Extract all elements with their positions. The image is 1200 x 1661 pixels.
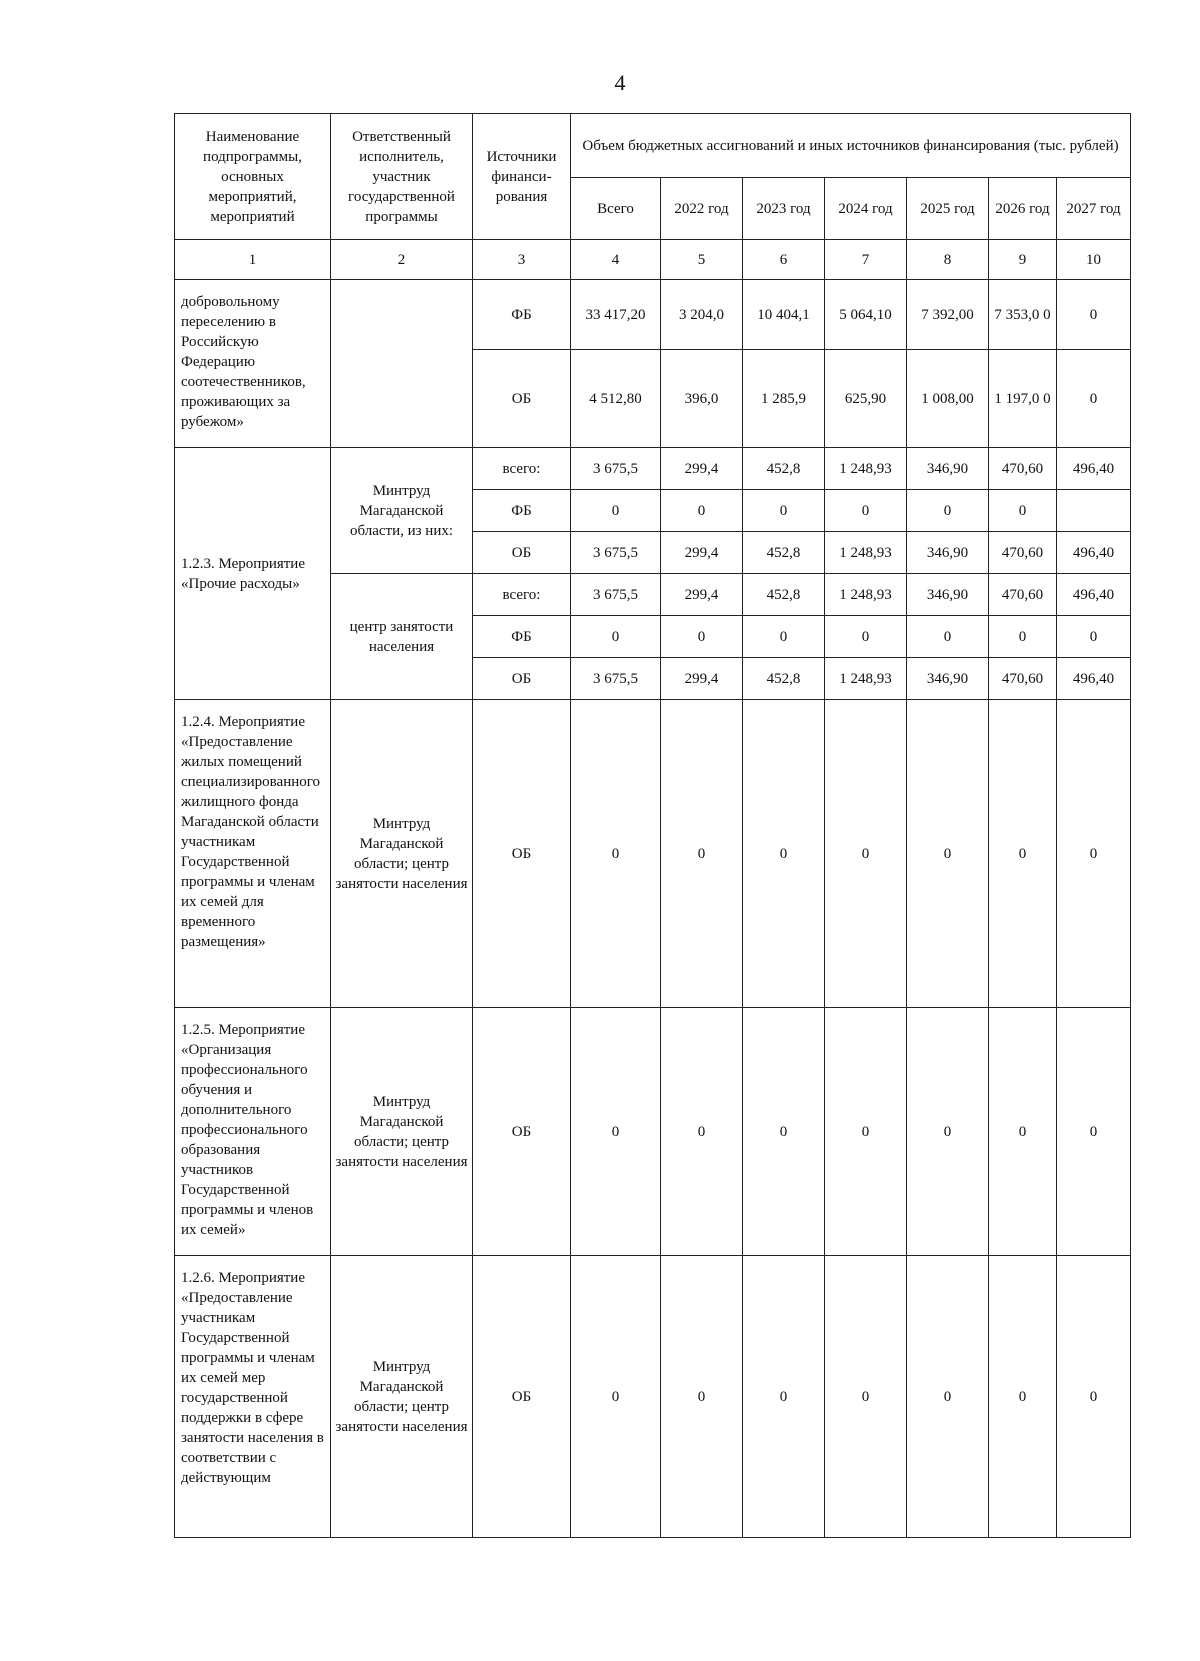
value-cell: 0 <box>743 490 825 532</box>
value-cell: 0 <box>571 700 661 1008</box>
header-group: Объем бюджетных ассигнований и иных источников финансирования (тыс. рублей) <box>571 114 1131 178</box>
executor-cell: Минтруд Магаданской области; центр занятости населения <box>331 1008 473 1256</box>
value-cell: 496,40 <box>1057 532 1131 574</box>
executor-cell <box>331 280 473 448</box>
value-cell: 1 197,0 0 <box>989 350 1057 448</box>
column-number: 10 <box>1057 240 1131 280</box>
source-cell: ФБ <box>473 280 571 350</box>
executor-cell: Минтруд Магаданской области, из них: <box>331 448 473 574</box>
value-cell: 1 248,93 <box>825 658 907 700</box>
column-number: 8 <box>907 240 989 280</box>
table-row <box>175 448 1131 490</box>
header-name: Наименование подпрограммы, основных мероприятий, мероприятий <box>175 114 331 240</box>
value-cell: 496,40 <box>1057 658 1131 700</box>
column-numbers-row <box>175 240 1131 280</box>
value-cell: 0 <box>907 616 989 658</box>
value-cell <box>1057 490 1131 532</box>
value-cell: 346,90 <box>907 574 989 616</box>
value-cell: 33 417,20 <box>571 280 661 350</box>
value-cell: 470,60 <box>989 658 1057 700</box>
value-cell: 452,8 <box>743 448 825 490</box>
source-cell: ОБ <box>473 658 571 700</box>
value-cell: 0 <box>825 700 907 1008</box>
measure-name: 1.2.3. Мероприятие «Прочие расходы» <box>175 448 331 700</box>
value-cell: 0 <box>825 490 907 532</box>
value-cell: 1 248,93 <box>825 448 907 490</box>
value-cell: 0 <box>989 1256 1057 1538</box>
value-cell: 496,40 <box>1057 574 1131 616</box>
value-cell: 0 <box>661 700 743 1008</box>
value-cell: 0 <box>1057 700 1131 1008</box>
value-cell: 496,40 <box>1057 448 1131 490</box>
source-cell: всего: <box>473 448 571 490</box>
value-cell: 0 <box>1057 1256 1131 1538</box>
value-cell: 0 <box>989 616 1057 658</box>
measure-name: 1.2.5. Мероприятие «Организация профессионального обучения и дополнительного профессионального образования участников Государственной программы и членов их семей» <box>175 1008 331 1256</box>
header-year: 2027 год <box>1057 178 1131 240</box>
header-source: Источники финанси-рования <box>473 114 571 240</box>
source-cell: ОБ <box>473 700 571 1008</box>
value-cell: 346,90 <box>907 448 989 490</box>
value-cell: 0 <box>1057 616 1131 658</box>
value-cell: 0 <box>907 1008 989 1256</box>
source-cell: ФБ <box>473 616 571 658</box>
value-cell: 7 353,0 0 <box>989 280 1057 350</box>
value-cell: 0 <box>661 1256 743 1538</box>
source-cell: ФБ <box>473 490 571 532</box>
table-row <box>175 700 1131 1008</box>
value-cell: 3 204,0 <box>661 280 743 350</box>
value-cell: 0 <box>661 490 743 532</box>
value-cell: 0 <box>825 616 907 658</box>
column-number: 1 <box>175 240 331 280</box>
value-cell: 0 <box>825 1008 907 1256</box>
header-row-1 <box>175 114 1131 178</box>
value-cell: 0 <box>907 1256 989 1538</box>
value-cell: 452,8 <box>743 658 825 700</box>
value-cell: 0 <box>661 616 743 658</box>
value-cell: 0 <box>743 1008 825 1256</box>
value-cell: 1 248,93 <box>825 574 907 616</box>
value-cell: 0 <box>989 700 1057 1008</box>
value-cell: 299,4 <box>661 532 743 574</box>
value-cell: 346,90 <box>907 658 989 700</box>
value-cell: 470,60 <box>989 448 1057 490</box>
column-number: 3 <box>473 240 571 280</box>
value-cell: 1 285,9 <box>743 350 825 448</box>
column-number: 9 <box>989 240 1057 280</box>
value-cell: 10 404,1 <box>743 280 825 350</box>
value-cell: 0 <box>743 616 825 658</box>
financing-table <box>174 113 1131 1538</box>
column-number: 4 <box>571 240 661 280</box>
table-row <box>175 1256 1131 1538</box>
value-cell: 299,4 <box>661 448 743 490</box>
value-cell: 0 <box>661 1008 743 1256</box>
value-cell: 7 392,00 <box>907 280 989 350</box>
table-row <box>175 280 1131 350</box>
measure-name: 1.2.6. Мероприятие «Предоставление участникам Государственной программы и членам их семей мер государственной поддержки в сфере занятости населения в соответствии с действующим <box>175 1256 331 1538</box>
source-cell: ОБ <box>473 1008 571 1256</box>
value-cell: 1 248,93 <box>825 532 907 574</box>
executor-cell: Минтруд Магаданской области; центр занятости населения <box>331 1256 473 1538</box>
header-year: Всего <box>571 178 661 240</box>
header-year: 2023 год <box>743 178 825 240</box>
value-cell: 396,0 <box>661 350 743 448</box>
value-cell: 5 064,10 <box>825 280 907 350</box>
value-cell: 0 <box>743 700 825 1008</box>
header-year: 2026 год <box>989 178 1057 240</box>
measure-name: 1.2.4. Мероприятие «Предоставление жилых помещений специализированного жилищного фонда Магаданской области участникам Государственной программы и членам их семей для временного размещения» <box>175 700 331 1008</box>
value-cell: 3 675,5 <box>571 532 661 574</box>
header-year: 2024 год <box>825 178 907 240</box>
page-number: 4 <box>614 70 626 95</box>
value-cell: 0 <box>989 1008 1057 1256</box>
value-cell: 299,4 <box>661 658 743 700</box>
value-cell: 3 675,5 <box>571 448 661 490</box>
value-cell: 452,8 <box>743 574 825 616</box>
value-cell: 299,4 <box>661 574 743 616</box>
value-cell: 0 <box>1057 280 1131 350</box>
value-cell: 0 <box>571 490 661 532</box>
column-number: 5 <box>661 240 743 280</box>
value-cell: 3 675,5 <box>571 574 661 616</box>
value-cell: 1 008,00 <box>907 350 989 448</box>
source-cell: ОБ <box>473 1256 571 1538</box>
value-cell: 0 <box>571 1008 661 1256</box>
value-cell: 346,90 <box>907 532 989 574</box>
value-cell: 4 512,80 <box>571 350 661 448</box>
value-cell: 470,60 <box>989 574 1057 616</box>
header-year: 2022 год <box>661 178 743 240</box>
source-cell: всего: <box>473 574 571 616</box>
value-cell: 0 <box>825 1256 907 1538</box>
column-number: 6 <box>743 240 825 280</box>
source-cell: ОБ <box>473 532 571 574</box>
column-number: 2 <box>331 240 473 280</box>
table-row <box>175 1008 1131 1256</box>
value-cell: 3 675,5 <box>571 658 661 700</box>
value-cell: 0 <box>989 490 1057 532</box>
value-cell: 0 <box>743 1256 825 1538</box>
source-cell: ОБ <box>473 350 571 448</box>
value-cell: 470,60 <box>989 532 1057 574</box>
value-cell: 0 <box>907 490 989 532</box>
header-executor: Ответственный исполнитель, участник государственной программы <box>331 114 473 240</box>
value-cell: 452,8 <box>743 532 825 574</box>
measure-name: добровольному переселению в Российскую Федерацию соотечественников, проживающих за рубежом» <box>175 280 331 448</box>
executor-cell: центр занятости населения <box>331 574 473 700</box>
executor-cell: Минтруд Магаданской области; центр занятости населения <box>331 700 473 1008</box>
value-cell: 0 <box>1057 1008 1131 1256</box>
value-cell: 0 <box>1057 350 1131 448</box>
value-cell: 0 <box>571 616 661 658</box>
column-number: 7 <box>825 240 907 280</box>
value-cell: 0 <box>907 700 989 1008</box>
value-cell: 625,90 <box>825 350 907 448</box>
header-year: 2025 год <box>907 178 989 240</box>
value-cell: 0 <box>571 1256 661 1538</box>
